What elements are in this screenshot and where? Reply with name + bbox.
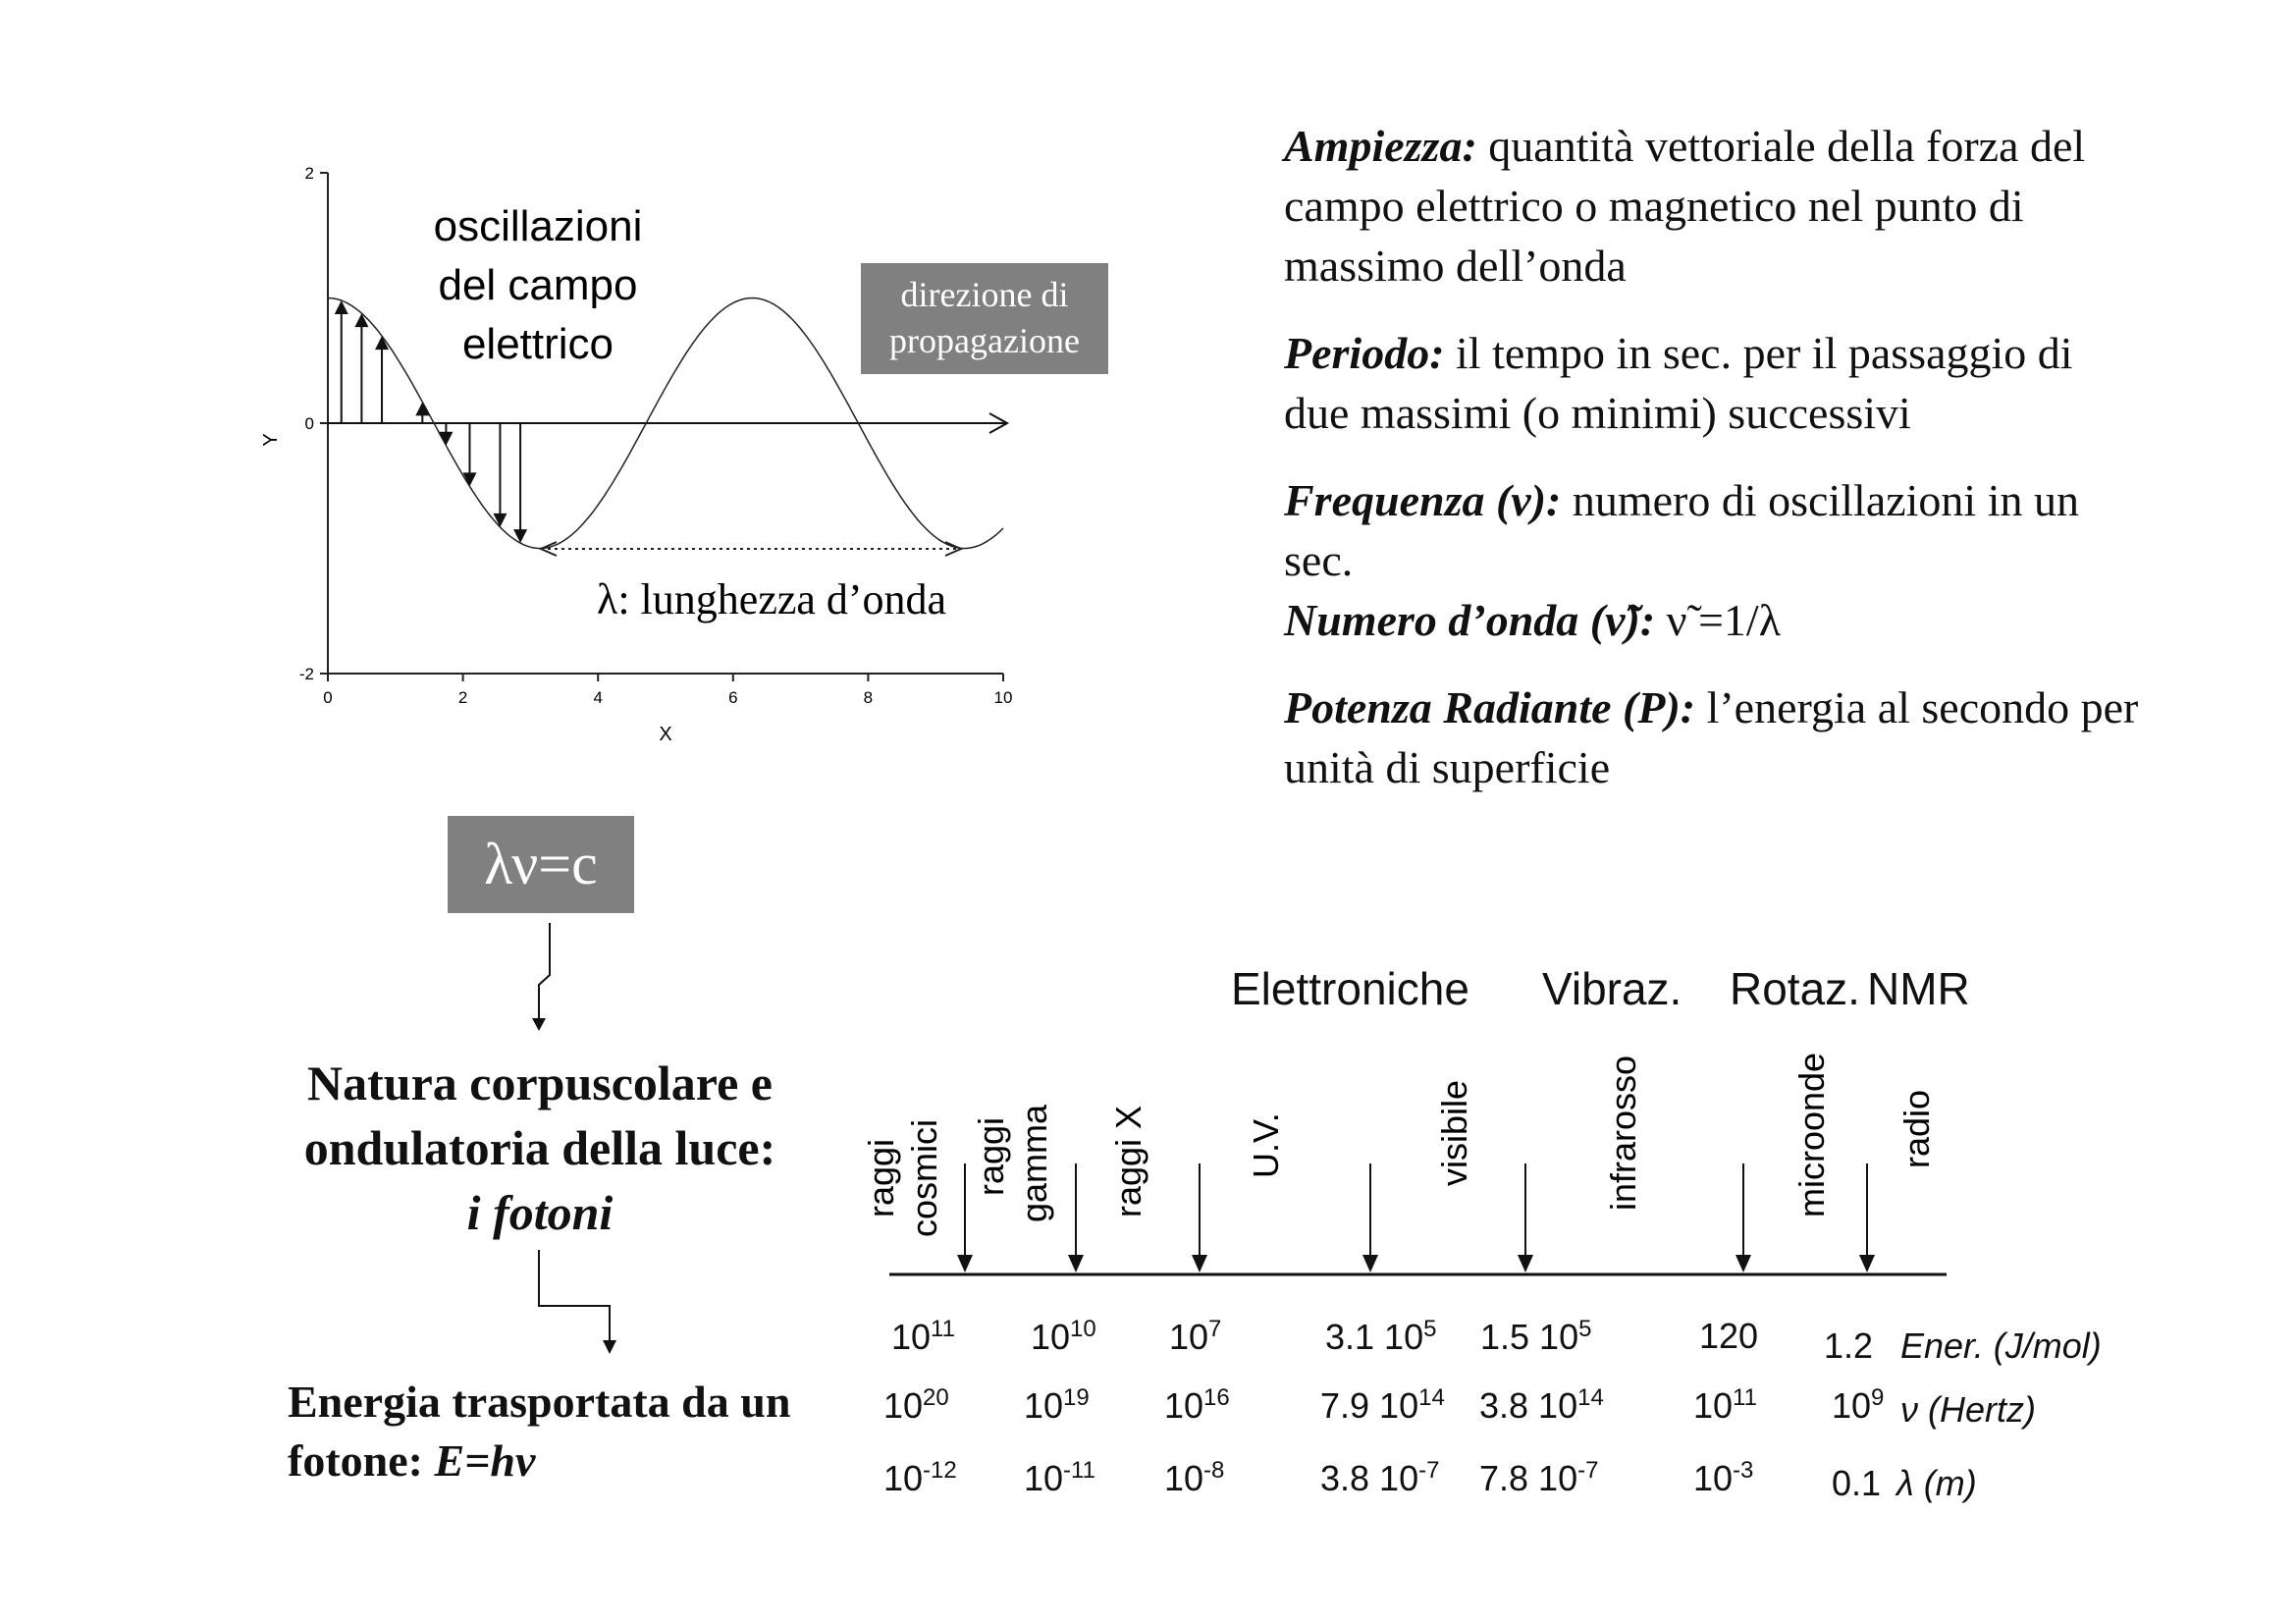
region-boundary-head <box>1735 1255 1751 1272</box>
oscillation-label: del campo <box>438 261 638 309</box>
energy-value: 3.1 $10^5$ <box>1325 1316 1437 1357</box>
region-label: raggi X <box>1108 1105 1148 1217</box>
x-tick-label: 2 <box>457 688 468 707</box>
wavelength-value: $10^{-8}$ <box>1164 1457 1225 1498</box>
transition-electronic: Elettroniche <box>1231 963 1469 1014</box>
wavelength-label: λ (m) <box>1896 1463 1977 1503</box>
x-tick-label: 0 <box>323 688 333 707</box>
energy-value: $10^7$ <box>1169 1316 1222 1357</box>
region-boundary-head <box>957 1255 973 1272</box>
y-tick-label: 0 <box>304 414 314 433</box>
region-boundary-head <box>1859 1255 1875 1272</box>
oscillation-label: oscillazioni <box>433 202 643 250</box>
frequency-value: 3.8 $10^{14}$ <box>1479 1384 1604 1426</box>
transition-rotational: Rotaz. <box>1730 963 1860 1014</box>
frequency-value: $10^{20}$ <box>883 1384 949 1426</box>
region-label: cosmici <box>904 1118 944 1237</box>
energy-value: 1.5 $10^5$ <box>1480 1316 1592 1357</box>
definition-radiant-power: Potenza Radiante (P): l’energia al secondo per unità di superficie <box>1284 682 2139 792</box>
direction-label: direzione di <box>900 275 1069 314</box>
frequency-value: $10^{11}$ <box>1693 1384 1757 1426</box>
region-label: gamma <box>1014 1104 1054 1222</box>
definitions <box>1284 116 2148 825</box>
frequency-value: 7.9 $10^{14}$ <box>1320 1384 1445 1426</box>
x-axis-label: X <box>659 724 672 745</box>
energy-description: Energia trasportata da un fotone: <box>288 1377 791 1486</box>
x-tick-label: 4 <box>593 688 603 707</box>
nature-line: ondulatoria della luce: <box>303 1120 776 1175</box>
wavelength-value: $10^{-3}$ <box>1693 1457 1754 1498</box>
region-boundary-head <box>1192 1255 1207 1272</box>
y-tick-label: 2 <box>304 164 314 183</box>
energy-label: Ener. (J/mol) <box>1900 1325 2102 1366</box>
region-label: U.V. <box>1246 1112 1286 1178</box>
energy-arrowhead <box>603 1340 616 1354</box>
definition-period: Periodo: il tempo in sec. per il passaggio di due massimi (o minimi) successivi <box>1284 328 2073 438</box>
wavelength-value: 3.8 $10^{-7}$ <box>1320 1457 1440 1498</box>
energy-value: 1.2 <box>1824 1325 1874 1366</box>
nature-line: i fotoni <box>466 1185 614 1240</box>
energy-text <box>288 1373 857 1490</box>
wavelength-value: $10^{-12}$ <box>883 1457 957 1498</box>
region-boundary-head <box>1068 1255 1084 1272</box>
field-vector-head <box>415 402 429 415</box>
x-tick-label: 6 <box>728 688 738 707</box>
field-vector-head <box>354 313 368 327</box>
frequency-label: ν (Hertz) <box>1900 1389 2036 1430</box>
frequency-value: $10^{19}$ <box>1024 1384 1090 1426</box>
definition-frequency: Frequenza (ν): numero di oscillazioni in un sec. <box>1284 475 2079 585</box>
region-label: raggi <box>971 1116 1011 1196</box>
field-vector-head <box>439 432 453 446</box>
frequency-value: $10^{16}$ <box>1164 1384 1230 1426</box>
field-vector-head <box>493 514 507 527</box>
region-label: microonde <box>1791 1052 1832 1217</box>
x-tick-label: 10 <box>993 688 1013 707</box>
region-boundary-head <box>1518 1255 1533 1272</box>
oscillation-label: elettrico <box>461 320 614 368</box>
definition-wavenumber: Numero d’onda (ν̃): ν̃ =1/λ <box>1284 595 1782 645</box>
y-tick-label: -2 <box>298 665 314 683</box>
region-label: infrarosso <box>1603 1055 1643 1211</box>
relation-formula: λν=c <box>484 832 598 896</box>
wavelength-label: λ: lunghezza d’onda <box>597 575 947 623</box>
region-label: visibile <box>1434 1079 1474 1186</box>
nature-text <box>265 1051 815 1245</box>
region-label: raggi <box>861 1138 901 1217</box>
frequency-value: $10^9$ <box>1832 1384 1885 1426</box>
region-label: radio <box>1896 1089 1937 1168</box>
energy-value: 120 <box>1699 1316 1759 1356</box>
x-tick-label: 8 <box>863 688 874 707</box>
energy-value: $10^{11}$ <box>891 1316 955 1357</box>
wavelength-value: $10^{-11}$ <box>1024 1457 1095 1498</box>
energy-connector <box>539 1250 610 1348</box>
direction-box <box>861 263 1108 374</box>
transition-nmr: NMR <box>1867 963 1970 1014</box>
relation-arrowhead <box>532 1018 546 1031</box>
relation-box <box>448 816 634 913</box>
direction-label: propagazione <box>889 321 1080 360</box>
relation-connector <box>539 923 550 1026</box>
wavelength-value: 7.8 $10^{-7}$ <box>1479 1457 1599 1498</box>
energy-formula: E=hν <box>434 1435 536 1486</box>
definition-amplitude: Ampiezza: quantità vettoriale della forza del campo elettrico o magnetico nel punto di massimo dell’onda <box>1284 121 2086 291</box>
energy-value: $10^{10}$ <box>1031 1316 1096 1357</box>
nature-line: Natura corpuscolare e <box>307 1055 773 1110</box>
region-boundary-head <box>1362 1255 1378 1272</box>
y-axis-label: Y <box>260 433 282 447</box>
transition-vibrational: Vibraz. <box>1542 963 1682 1014</box>
wavelength-value: 0.1 <box>1832 1463 1882 1503</box>
